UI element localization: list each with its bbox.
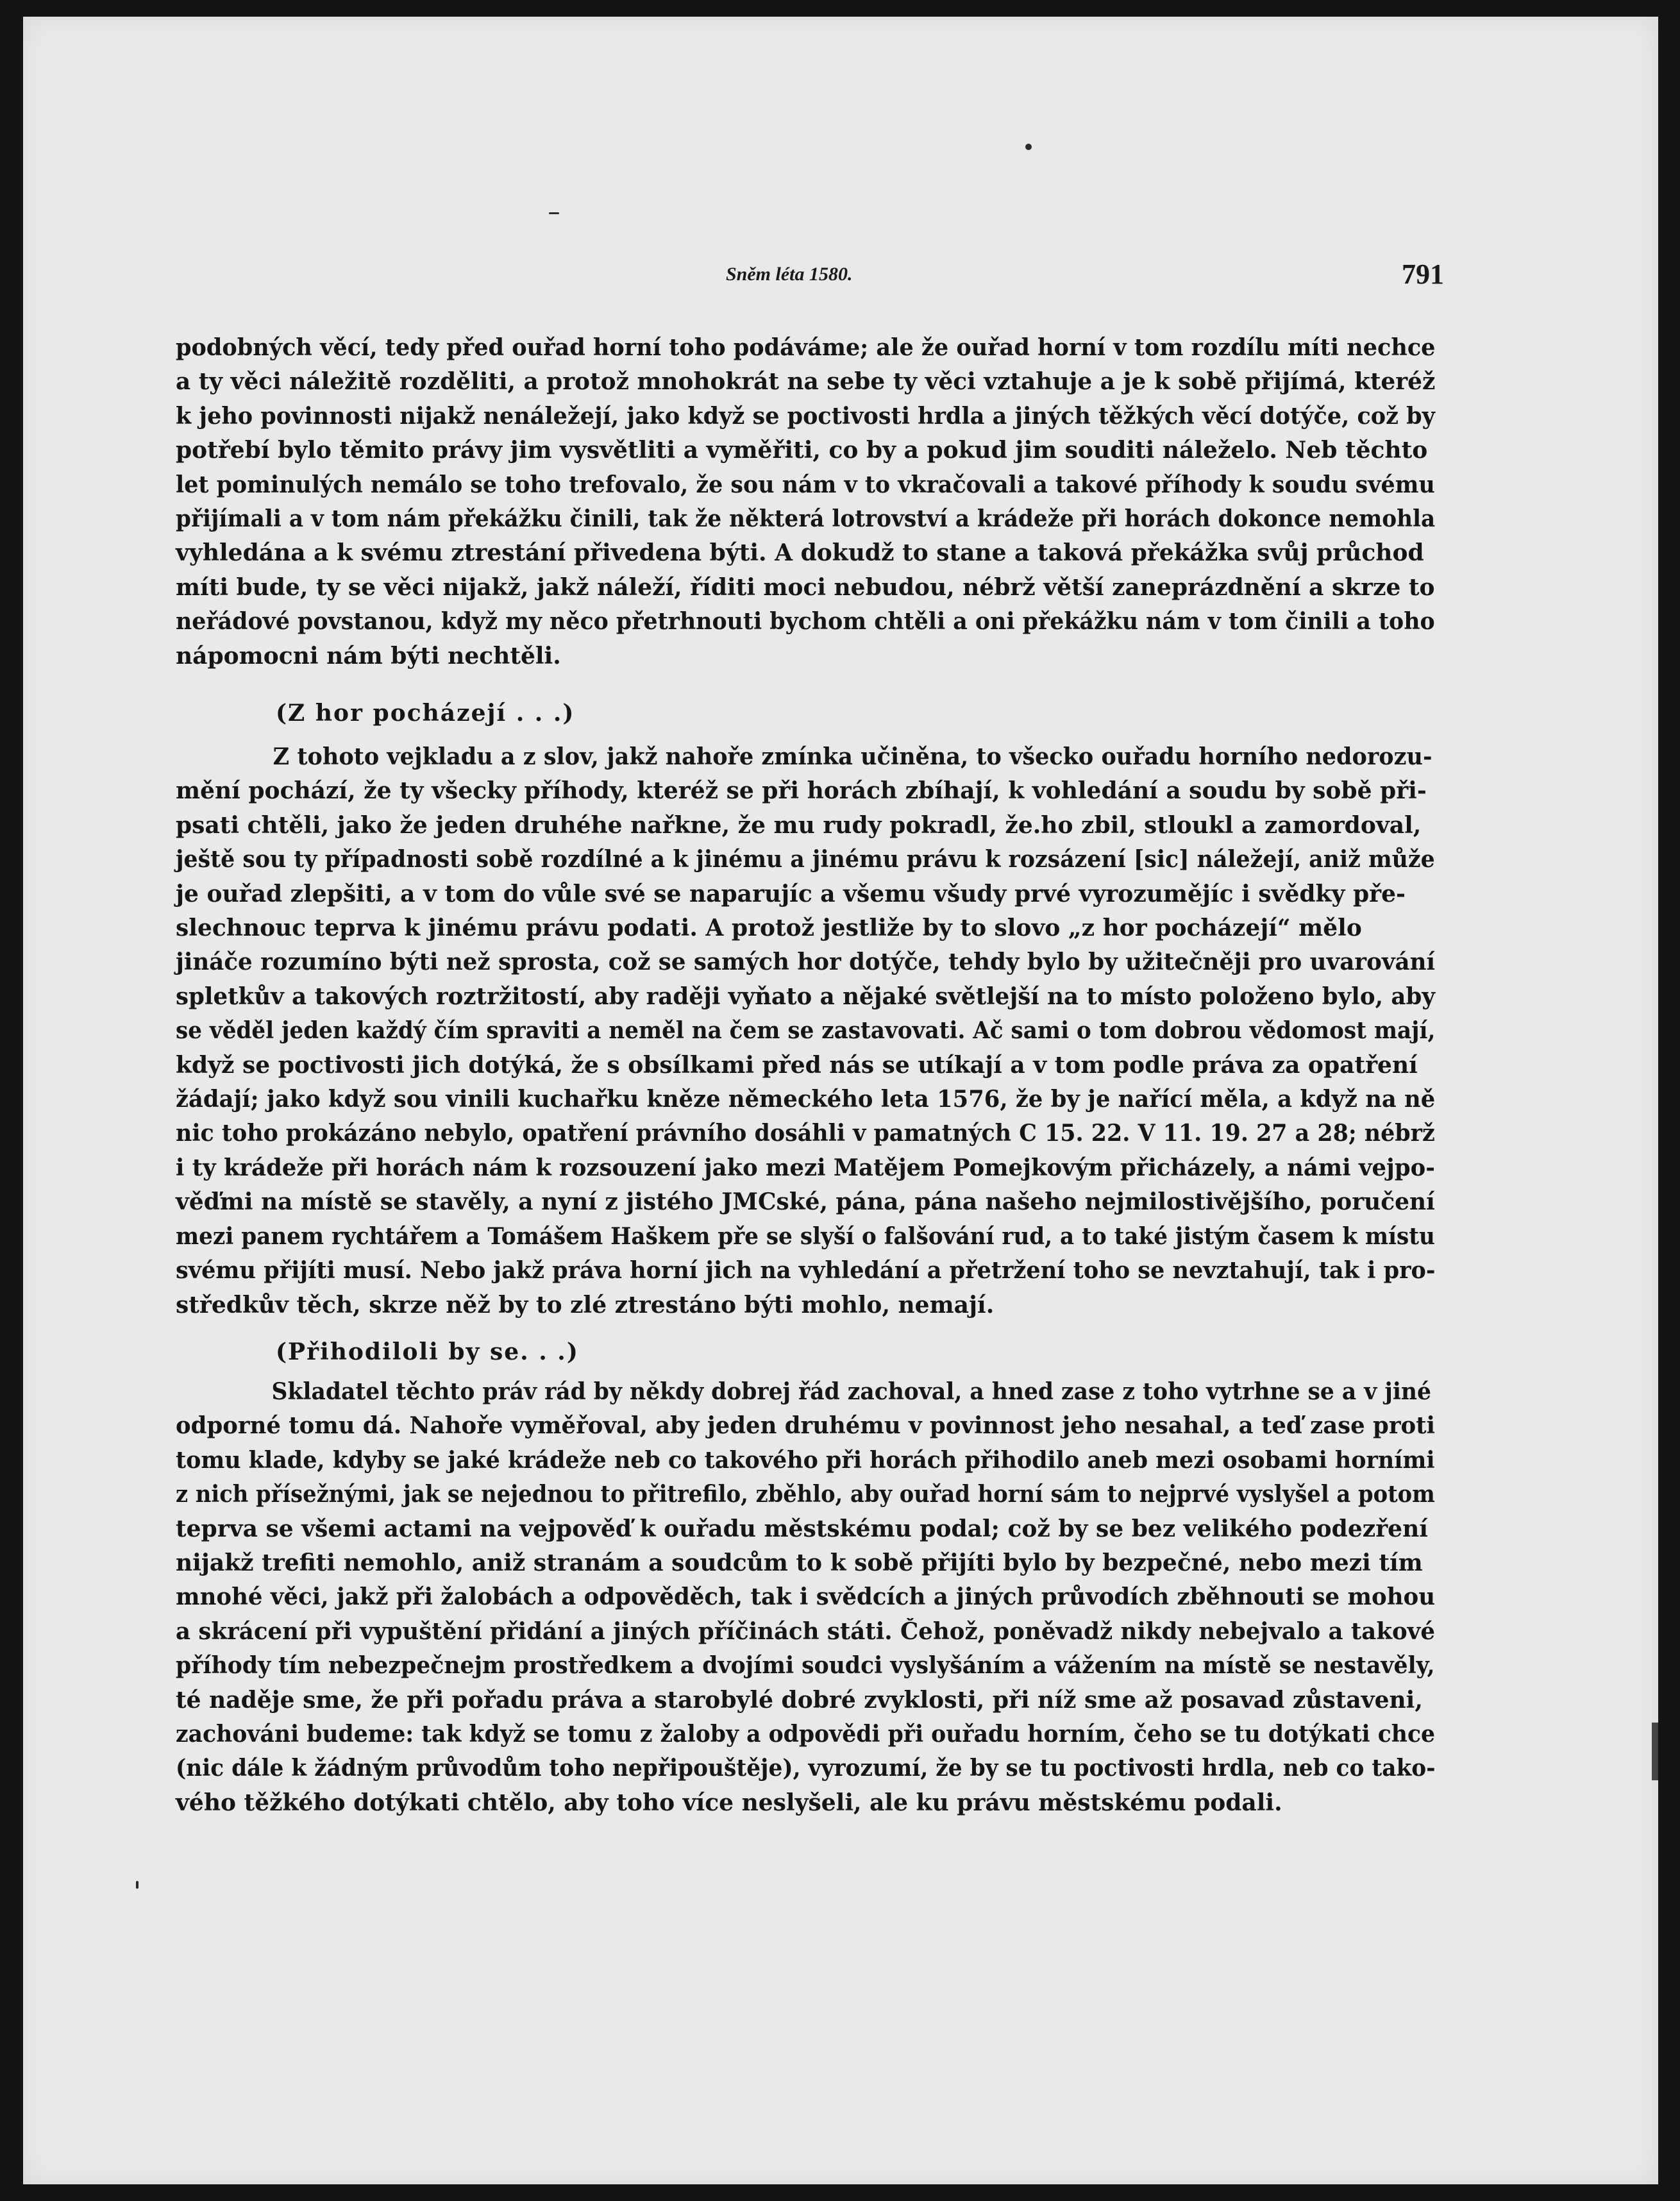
scanned-page [23,17,1658,2184]
text-line: i ty krádeže při horách nám k rozsouzení jako mezi Matějem Pomejkovým přicházely, a námi vejpo- [176,1154,1435,1181]
text-line: a ty věci náležitě rozděliti, a protož mnohokrát na sebe ty věci vztahuje a je k sobě přijímá, kteréž [176,368,1436,396]
section-heading-1: (Z hor pocházejí . . .) [276,700,575,727]
text-line: potřebí bylo těmito právy jim vysvětliti a vyměřiti, co by a pokud jim souditi náleželo. Neb těchto [176,437,1428,464]
text-line: podobných věcí, tedy před ouřad horní toho podáváme; ale že ouřad horní v tom rozdílu míti nechce [176,334,1436,361]
text-line: žádají; jako když sou vinili kuchařku kněze německého leta 1576, že by je nařící měla, a když na ně [176,1086,1436,1113]
text-line: jináče rozumíno býti než sprosta, což se samých hor dotýče, tehdy bylo by užitečněji pro uvarování [176,949,1435,976]
text-line: k jeho povinnosti nijakž nenáležejí, jako když se poctivosti hrdla a jiných těžkých věcí dotýče, což by [176,402,1435,430]
text-line: vyhledána a k svému ztrestání přivedena býti. A dokudž to stane a taková překážka svůj průchod [176,539,1424,567]
text-line: nic toho prokázáno nebylo, opatření právního dosáhli v pamatných C 15. 22. V 11. 19. 27 a 28; nébrž [176,1120,1435,1147]
text-line: svému přijíti musí. Nebo jakž práva horní jich na vyhledání a přetržení toho se nevztahují, tak i pro- [176,1257,1436,1285]
ink-speck [549,212,559,214]
text-line: je ouřad zlepšiti, a v tom do vůle své se naparujíc a všemu všudy prvé vyrozumějíc i svědky pře- [176,880,1406,907]
text-line: přijímali a v tom nám překážku činili, tak že některá lotrovství a krádeže při horách dokonce nemohla [176,505,1436,533]
text-line: psati chtěli, jako že jeden druhéhe nařkne, že mu rudy pokradl, že.ho zbil, stloukl a zamordoval, [176,811,1422,839]
text-line: se věděl jeden každý čím spraviti a neměl na čem se zastavovati. Ač sami o tom dobrou vědomost mají, [176,1017,1436,1045]
text-line: nápomocni nám býti nechtěli. [176,642,561,670]
text-line: neřádové povstanou, když my něco přetrhnouti bychom chtěli a oni překážku nám v tom činili a toho [176,608,1435,636]
text-line: spletkův a takových roztržitostí, aby raději vyňato a nějaké světlejší na to místo položeno bylo, aby [176,982,1436,1010]
text-line: míti bude, ty se věci nijakž, jakž náleží, říditi moci nebudou, nébrž větší zaneprázdnění a skrze to [176,573,1435,601]
text-line: tomu klade, kdyby se jaké krádeže neb co takového při horách přihodilo aneb mezi osobami horními [176,1446,1435,1474]
paragraph-2 [176,740,1435,1322]
text-line: zachováni budeme: tak když se tomu z žaloby a odpovědi při ouřadu horním, čeho se tu dotýkati chce [176,1721,1436,1748]
text-line: když se poctivosti jich dotýká, že s obsílkami před nás se utíkají a v tom podle práva za opatření [176,1051,1418,1079]
section-heading-2: (Přihodiloli by se. . .) [276,1338,579,1365]
page-number: 791 [1402,258,1444,290]
text-line: let pominulých nemálo se toho trefovalo, že sou nám v to vkračovali a takové příhody k soudu svému [176,471,1435,498]
text-line: z nich přísežnými, jak se nejednou to přitrefilo, zběhlo, aby ouřad horní sám to nejprvé vyslyšel a potom [176,1481,1435,1508]
text-line: věďmi na místě se stavěly, a nyní z jistého JMCské, pána, pána našeho nejmilostivějšího, poručení [176,1188,1435,1216]
ink-speck [136,1881,139,1889]
paragraph-1 [176,331,1435,673]
text-line: (nic dále k žádným průvodům toho nepřipouštěje), vyrozumí, že by se tu poctivosti hrdla, neb co tako- [176,1755,1436,1782]
text-line: středkův těch, skrze něž by to zlé ztrestáno býti mohlo, nemají. [176,1291,995,1319]
text-line: té naděje sme, že při pořadu práva a starobylé dobré zvyklosti, při níž sme až posavad zůstaveni, [176,1686,1423,1714]
text-line: příhody tím nebezpečnejm prostředkem a dvojími soudci vyslyšáním a vážením na místě se nestavěly, [176,1652,1435,1680]
text-line: mění pochází, že ty všecky příhody, kteréž se při horách zbíhají, k vohledání a soudu by sobě při- [176,777,1427,805]
running-title: Sněm léta 1580. [726,264,853,285]
ink-speck [1025,144,1032,150]
text-line: odporné tomu dá. Nahoře vyměřoval, aby jeden druhému v povinnost jeho nesahal, a teď zase proti [176,1412,1436,1440]
text-line: vého těžkého dotýkati chtělo, aby toho více neslyšeli, ale ku právu městskému podali. [176,1789,1282,1816]
text-line: mezi panem rychtářem a Tomášem Haškem pře se slyší o falšování rud, a to také jistým časem k místu [176,1222,1435,1250]
text-line: Z tohoto vejkladu a z slov, jakž nahoře zmínka učiněna, to všecko ouřadu horního nedorozu- [273,743,1432,770]
text-line: nijakž trefiti nemohlo, aniž stranám a soudcům to k sobě přijíti bylo by bezpečné, nebo mezi tím [176,1549,1423,1577]
text-line: teprva se všemi actami na vejpověď k ouřadu městskému podal; což by se bez velikého podezření [176,1515,1428,1542]
text-line: ještě sou ty případnosti sobě rozdílné a k jinému a jinému právu k rozsázení [sic] náležejí, aniž může [176,846,1435,873]
paragraph-3 [176,1375,1435,1820]
scan-edge-mark [1652,1723,1658,1780]
text-line: slechnouc teprva k jinému právu podati. A protož jestliže by to slovo „z hor pocházejí“ mělo [176,915,1362,942]
text-line: Skladatel těchto práv rád by někdy dobrej řád zachoval, a hned zase z toho vytrhne se a v jiné [271,1378,1431,1405]
text-line: a skrácení při vypuštění přidání a jiných příčinách státi. Čehož, poněvadž nikdy nebejvalo a takové [176,1617,1435,1645]
text-line: mnohé věci, jakž při žalobách a odpověděch, tak i svědcích a jiných průvodích zběhnouti se mohou [176,1583,1436,1611]
